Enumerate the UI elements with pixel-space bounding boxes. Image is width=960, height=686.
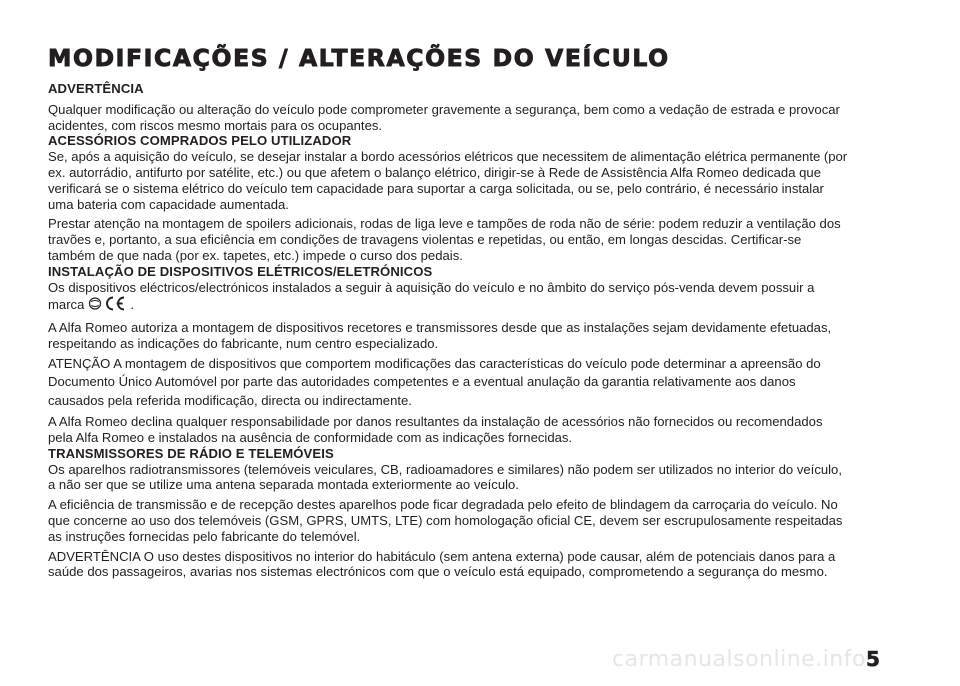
paragraph: Se, após a aquisição do veículo, se desejar instalar a bordo acessórios elétricos que necessitem de alimentação elétrica permanente (por ex. autorrádio, antifurto por satélite, etc.) ou que afetem o balanço elétrico, dirigir-se à Rede de Assistência Alfa Romeo dedicada que verificará se o sistema elétrico do veículo tem capacidade para suportar a carga solicitada, ou se, pelo contrário, é necessário instalar uma bateria com capacidade aumentada. (48, 149, 848, 212)
paragraph: A eficiência de transmissão e de recepção destes aparelhos pode ficar degradada pelo efeito de blindagem da carroçaria do veículo. No que concerne ao uso dos telemóveis (GSM, GPRS, UMTS, LTE) com homologação oficial CE, devem ser escrupulosamente respeitadas as instruções fornecidas pelo fabricante do telemóvel. (48, 497, 843, 544)
page-title: MODIFICAÇÕES / ALTERAÇÕES DO VEÍCULO (48, 44, 670, 72)
section-heading-transmissores: TRANSMISSORES DE RÁDIO E TELEMÓVEIS (48, 445, 334, 461)
watermark: carmanualsonline.info (612, 647, 866, 672)
paragraph-end: . (130, 297, 135, 313)
paragraph-text: Os dispositivos eléctricos/electrónicos instalados a seguir à aquisição do veículo e no âmbito do serviço pós-venda devem possuir a marca (48, 279, 815, 313)
section-heading-acessorios: ACESSÓRIOS COMPRADOS PELO UTILIZADOR (48, 133, 352, 149)
paragraph (48, 280, 848, 317)
page-number: 5 (866, 647, 880, 671)
paragraph: A Alfa Romeo autoriza a montagem de dispositivos recetores e transmissores desde que as instalações sejam devidamente efetuadas, respeitando as indicações do fabricante, num centro especializado. (48, 320, 832, 351)
paragraph: Qualquer modificação ou alteração do veículo pode comprometer gravemente a segurança, bem como a vedação de estrada e provocar acidentes, com riscos mesmo mortais para os ocupantes. (48, 101, 840, 133)
paragraph: ATENÇÃO A montagem de dispositivos que comportem modificações das características do veículo pode determinar a apreensão do Documento Único Automóvel por parte das autoridades competentes e a eventual anulação da garantia relativamente aos danos causados pela referida modificação, directa ou indirectamente. (48, 355, 821, 408)
paragraph: Prestar atenção na montagem de spoilers adicionais, rodas de liga leve e tampões de roda não de série: podem reduzir a ventilação dos travões e, portanto, a sua eficiência em condições de travagens violentas e repetidas, ou então, em longas descidas. Certificar-se também de que nada (por ex. tapetes, etc.) impede o curso dos pedais. (48, 216, 841, 263)
paragraph: ADVERTÊNCIA O uso destes dispositivos no interior do habitáculo (sem antena externa) pode causar, além de potenciais danos para a saúde dos passageiros, avarias nos sistemas electrónicos com que o veículo está equipado, comprometendo a segurança do mesmo. (48, 548, 836, 580)
page-body (48, 81, 848, 580)
section-heading-instalacao: INSTALAÇÃO DE DISPOSITIVOS ELÉTRICOS/ELETRÓNICOS (48, 263, 433, 279)
section-heading-advertencia: ADVERTÊNCIA (48, 81, 144, 96)
paragraph: A Alfa Romeo declina qualquer responsabilidade por danos resultantes da instalação de acessórios não fornecidos ou recomendados pela Alfa Romeo e instalados na ausência de conformidade com as indicações fornecidas. (48, 414, 823, 446)
ce-mark-icon (88, 295, 128, 316)
paragraph: Os aparelhos radiotransmissores (telemóveis veiculares, CB, radioamadores e similares) não podem ser utilizados no interior do veículo, a não ser que se utilize uma antena separada montada exteriormente ao veículo. (48, 461, 842, 493)
